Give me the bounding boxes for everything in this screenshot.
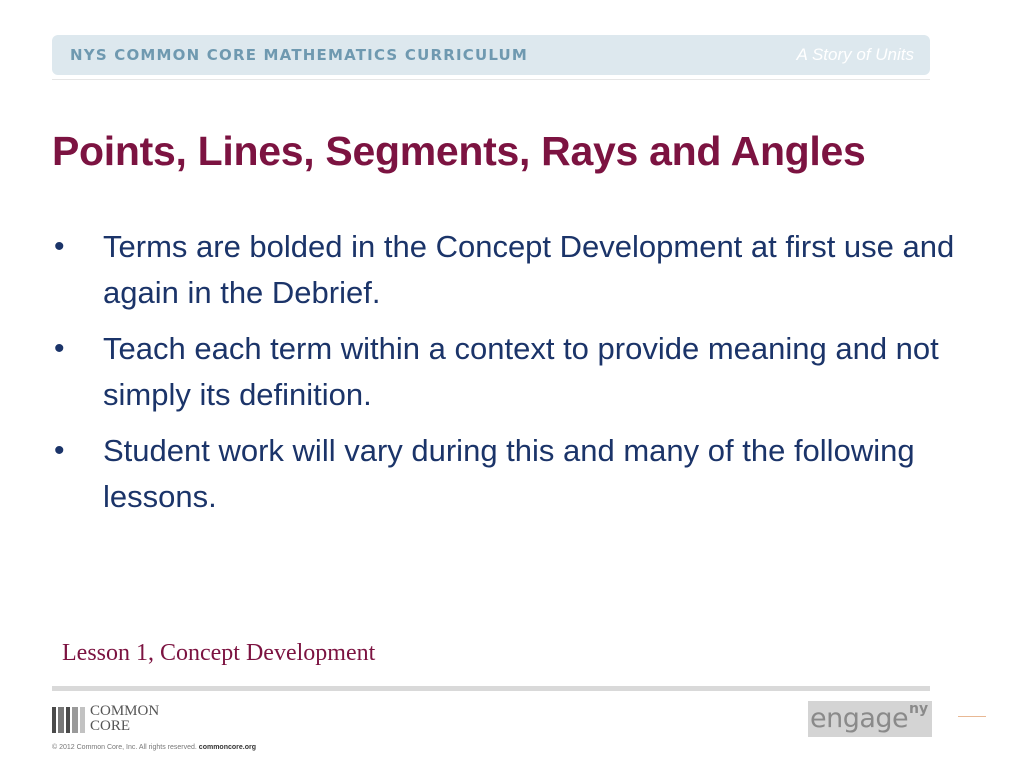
common-core-wordmark bbox=[90, 704, 159, 734]
bullet-text: Teach each term within a context to provide meaning and not simply its definition. bbox=[103, 331, 939, 412]
header-divider bbox=[52, 79, 930, 80]
bullet-list bbox=[52, 224, 992, 530]
engage-superscript: ny bbox=[909, 701, 929, 717]
bullet-item bbox=[52, 326, 992, 418]
bullet-item bbox=[52, 224, 992, 316]
bullet-marker: • bbox=[54, 332, 65, 365]
story-of-units-label: A Story of Units bbox=[796, 45, 914, 64]
common-core-logo bbox=[52, 704, 159, 734]
engageny-logo bbox=[808, 701, 932, 737]
bullet-item bbox=[52, 428, 992, 520]
common-core-line2: CORE bbox=[90, 718, 131, 734]
bullet-marker: • bbox=[54, 230, 65, 263]
footer-divider bbox=[52, 686, 930, 691]
common-core-bars-icon bbox=[52, 705, 86, 733]
copyright-text: © 2012 Common Core, Inc. All rights reserved. bbox=[52, 744, 197, 751]
common-core-line1: COMMON bbox=[90, 703, 160, 719]
bullet-text: Terms are bolded in the Concept Development at first use and again in the Debrief. bbox=[103, 229, 955, 310]
bullet-text: Student work will vary during this and many of the following lessons. bbox=[103, 433, 915, 514]
copyright-site-link[interactable]: commoncore.org bbox=[198, 744, 256, 751]
header-bar bbox=[52, 35, 930, 75]
engage-wordmark: engage bbox=[810, 703, 909, 734]
slide-title: Points, Lines, Segments, Rays and Angles bbox=[52, 128, 866, 174]
curriculum-title: NYS COMMON CORE MATHEMATICS CURRICULUM bbox=[70, 46, 529, 64]
copyright-notice bbox=[52, 744, 256, 751]
lesson-label: Lesson 1, Concept Development bbox=[62, 640, 376, 666]
accent-line bbox=[958, 716, 986, 717]
bullet-marker: • bbox=[54, 434, 65, 467]
